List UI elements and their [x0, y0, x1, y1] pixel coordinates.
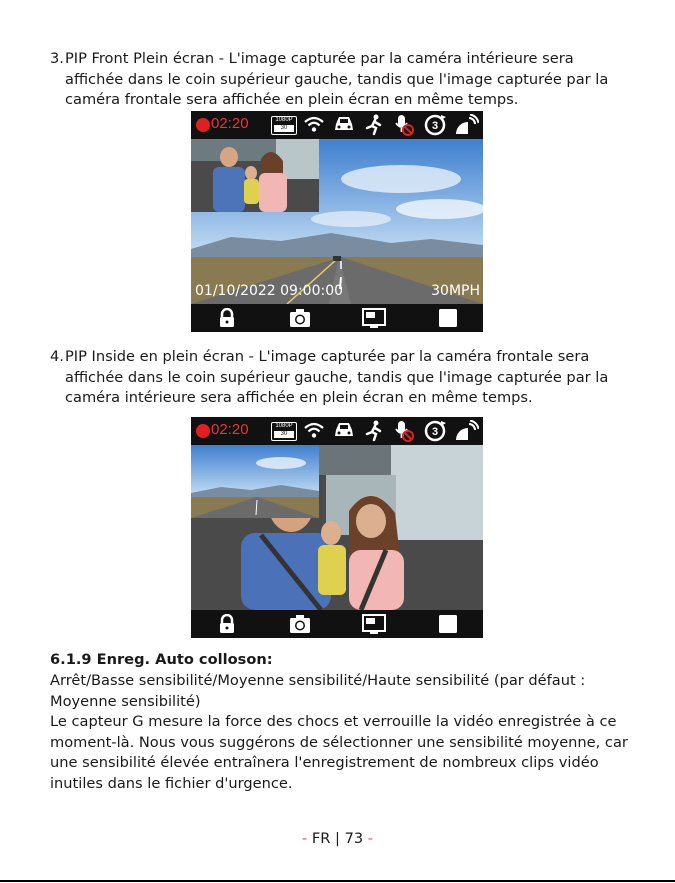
status-bar — [191, 417, 483, 445]
stop-icon[interactable] — [438, 308, 458, 328]
record-time: 02:20 — [211, 115, 249, 132]
wifi-icon — [303, 420, 325, 440]
record-time: 02:20 — [211, 421, 249, 438]
gps-satellite-icon — [453, 114, 479, 136]
page-footer: - FR | 73 - — [301, 830, 374, 847]
lock-icon[interactable] — [218, 614, 236, 634]
person-motion-icon — [364, 420, 384, 442]
camera-icon[interactable] — [289, 308, 311, 328]
front-camera-pip-image — [191, 445, 319, 518]
mic-muted-icon — [393, 420, 415, 442]
wifi-icon — [303, 114, 325, 134]
pip-icon[interactable] — [362, 614, 386, 635]
dashcam-screen-pip-front — [191, 111, 483, 332]
loop-3-icon — [423, 420, 447, 442]
section-title: 6.1.9 Enreg. Auto colloson: — [50, 651, 273, 668]
car-icon — [333, 114, 355, 134]
stop-icon[interactable] — [438, 614, 458, 634]
record-dot-icon — [196, 118, 210, 132]
inside-camera-pip-image — [191, 139, 319, 212]
person-motion-icon — [364, 114, 384, 136]
description-paragraph: Le capteur G mesure la force des chocs et verrouille la vidéo enregistrée à ce moment-là. Nous vous suggérons de sélectionner une sensibilité moyenne, car une sensibilité élevée entraînera l'enregistrement de nombreux clips vidéo inutiles dans le fichier d'urgence. — [50, 713, 628, 792]
footer-lang: FR — [311, 830, 331, 847]
item-text: PIP Front Plein écran - L'image capturée par la caméra intérieure sera affichée dans le coin supérieur gauche, tandis que l'image capturée par la caméra frontale sera affichée en plein écran en même temps. — [65, 50, 609, 108]
status-bar — [191, 111, 483, 139]
page-number: 73 — [344, 830, 364, 847]
mic-muted-icon — [393, 114, 415, 136]
list-item-4 — [50, 347, 635, 409]
list-item-3 — [50, 49, 635, 111]
record-dot-icon — [196, 424, 210, 438]
loop-3-icon — [423, 114, 447, 136]
bottom-rule — [0, 880, 675, 882]
options-paragraph: Arrêt/Basse sensibilité/Moyenne sensibilité/Haute sensibilité (par défaut : Moyenne sensibilité) — [50, 672, 586, 710]
item-text: PIP Inside en plein écran - L'image capturée par la caméra frontale sera affichée dans le coin supérieur gauche, tandis que l'image capturée par la caméra intérieure sera affichée en plein écran en même temps. — [65, 348, 609, 406]
dashcam-screen-pip-inside — [191, 417, 483, 638]
resolution-badge: 1080P 30 — [271, 116, 297, 135]
item-number: 3. — [50, 50, 64, 67]
pip-icon[interactable] — [362, 308, 386, 329]
car-icon — [333, 420, 355, 440]
svg-text:3: 3 — [431, 426, 439, 438]
lock-icon[interactable] — [218, 308, 236, 328]
camera-icon[interactable] — [289, 614, 311, 634]
gps-satellite-icon — [453, 420, 479, 442]
speed-overlay: 30MPH — [431, 283, 480, 299]
item-number: 4. — [50, 348, 64, 365]
resolution-badge: 1080P 30 — [271, 422, 297, 441]
bottom-toolbar — [191, 304, 483, 332]
timestamp-overlay: 01/10/2022 09:00:00 — [195, 283, 344, 299]
bottom-toolbar — [191, 610, 483, 638]
svg-text:3: 3 — [431, 120, 439, 132]
